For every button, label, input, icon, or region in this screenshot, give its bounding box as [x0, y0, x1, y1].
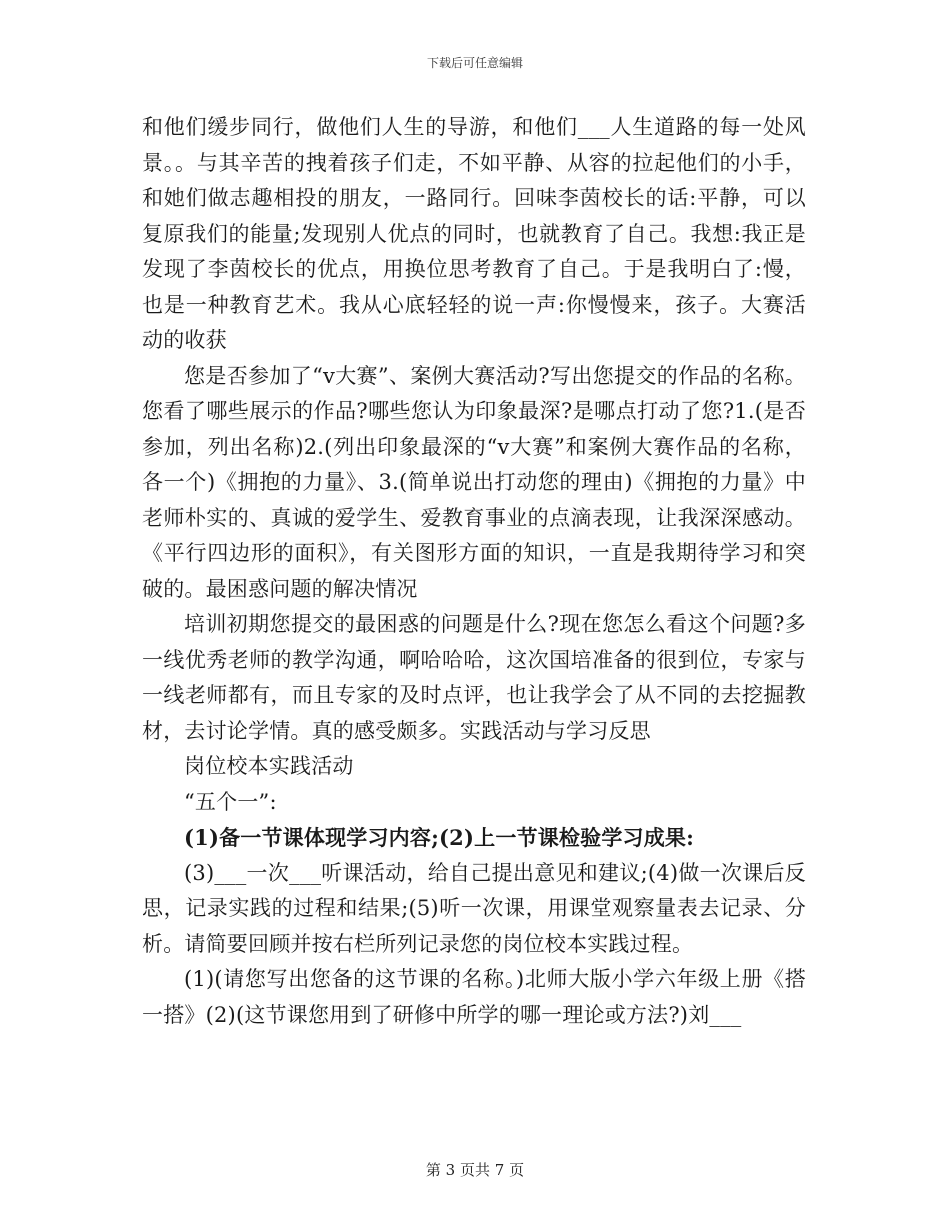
paragraph-6-bold: (1)备一节课体现学习内容;(2)上一节课检验学习成果: [184, 825, 695, 850]
paragraph-8: (1)(请您写出您备的这节课的名称。)北师大版小学六年级上册《搭一搭》(2)(这节课您用到了研修中所学的哪一理论或方法?)刘___ [142, 967, 806, 1027]
paragraph-7: (3)___一次___听课活动，给自己提出意见和建议;(4)做一次课后反思，记录实践的过程和结果;(5)听一次课，用课堂观察量表去记录、分析。请简要回顾并按右栏所列记录您的岗位校本实践过程。 [142, 860, 806, 956]
paragraph-4: 岗位校本实践活动 [184, 754, 354, 778]
page-number: 第 3 页共 7 页 [425, 1161, 525, 1179]
paragraph-3: 培训初期您提交的最困惑的问题是什么?现在您怎么看这个问题?多一线优秀老师的教学沟通，啊哈哈哈，这次国培准备的很到位，专家与一线老师都有，而且专家的及时点评，也让我学会了从不同的去挖掘教材，去讨论学情。真的感受颇多。实践活动与学习反思 [142, 612, 806, 743]
paragraph-1: 和他们缓步同行，做他们人生的导游，和他们___人生道路的每一处风景。。与其辛苦的拽着孩子们走，不如平静、从容的拉起他们的小手，和她们做志趣相投的朋友，一路同行。回味李茵校长的话:平静，可以复原我们的能量;发现别人优点的同时，也就教育了自己。我想:我正是发现了李茵校长的优点，用换位思考教育了自己。于是我明白了:慢，也是一种教育艺术。我从心底轻轻的说一声:你慢慢来，孩子。大赛活动的收获 [142, 115, 806, 352]
page-header: 下载后可任意编辑 [426, 56, 523, 70]
paragraph-2: 您是否参加了“v大赛”、案例大赛活动?写出您提交的作品的名称。您看了哪些展示的作品?哪些您认为印象最深?是哪点打动了您?1.(是否参加，列出名称)2.(列出印象最深的“v大赛”和案例大赛作品的名称，各一个)《拥抱的力量》、3.(简单说出打动您的理由)《拥抱的力量》中老师朴实的、真诚的爱学生、爱教育事业的点滴表现，让我深深感动。《平行四边形的面积》，有关图形方面的知识，一直是我期待学习和突破的。最困惑问题的解决情况 [142, 363, 806, 601]
document-body [142, 110, 806, 1033]
paragraph-5: “五个一”: [184, 789, 277, 814]
